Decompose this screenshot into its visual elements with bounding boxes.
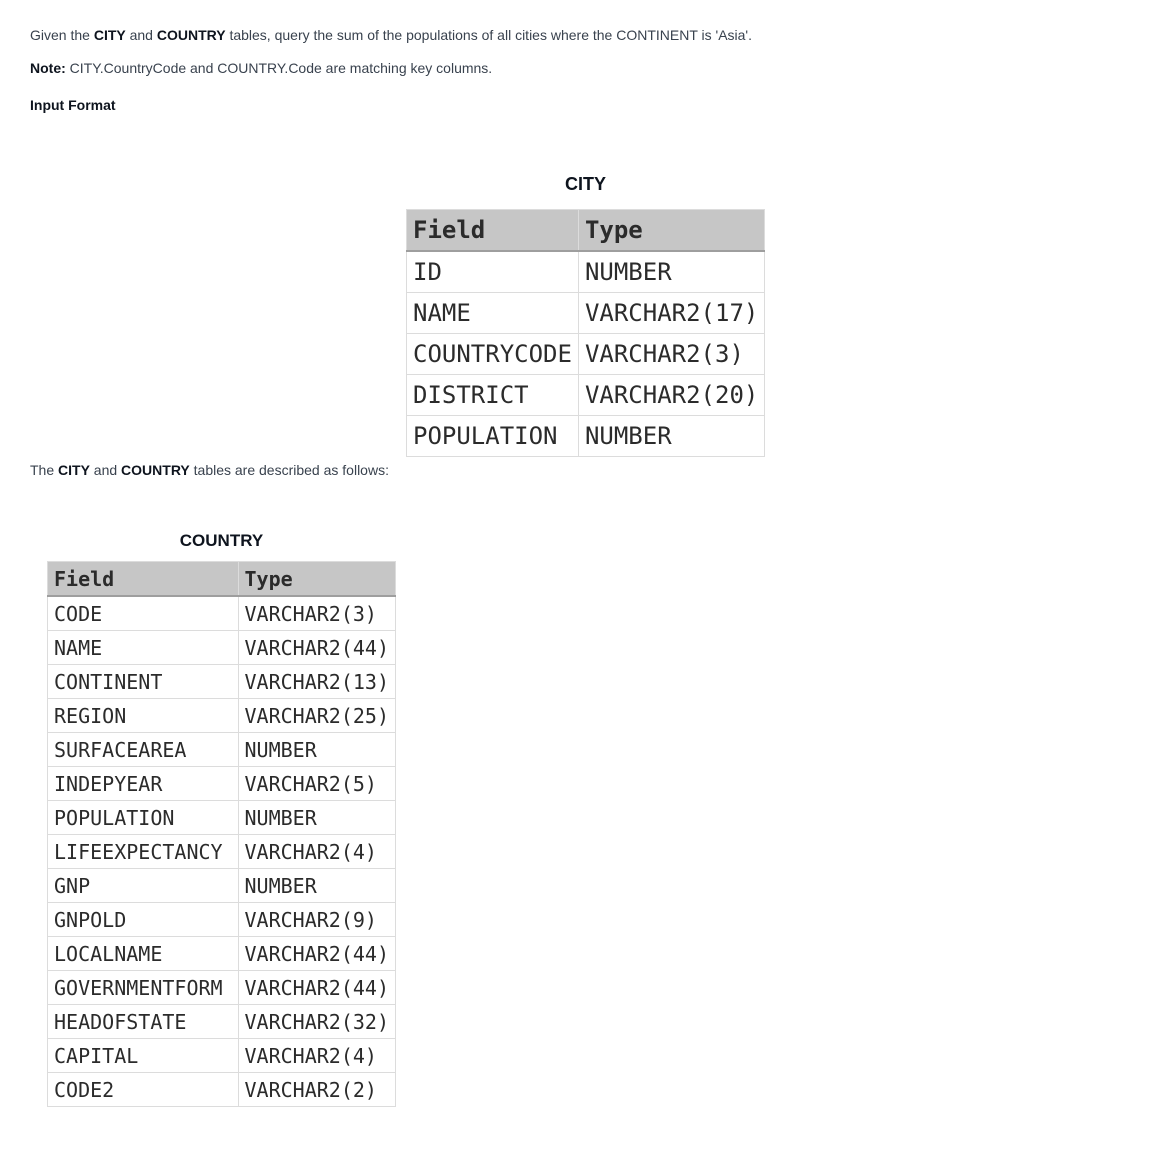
table-row <box>48 1005 396 1039</box>
type-cell: VARCHAR2(2) <box>238 1073 396 1107</box>
table-row <box>48 835 396 869</box>
table-row <box>48 869 396 903</box>
header-field: Field <box>407 210 579 252</box>
field-cell: INDEPYEAR <box>48 767 239 801</box>
type-cell: VARCHAR2(44) <box>238 971 396 1005</box>
table-row <box>48 699 396 733</box>
type-cell: VARCHAR2(3) <box>578 334 764 375</box>
field-cell: NAME <box>48 631 239 665</box>
table-row <box>407 293 765 334</box>
field-cell: ID <box>407 251 579 293</box>
field-cell: CODE2 <box>48 1073 239 1107</box>
type-cell: VARCHAR2(13) <box>238 665 396 699</box>
table-row <box>48 596 396 631</box>
field-cell: REGION <box>48 699 239 733</box>
type-cell: NUMBER <box>238 869 396 903</box>
table-row <box>48 767 396 801</box>
table-row <box>48 733 396 767</box>
header-field: Field <box>48 562 239 597</box>
header-type: Type <box>238 562 396 597</box>
note-label: Note: <box>30 60 66 76</box>
city-table <box>406 209 765 457</box>
type-cell: VARCHAR2(44) <box>238 631 396 665</box>
statement-text: tables, query the sum of the populations of all cities where the CONTINENT is 'Asia'. <box>225 27 752 43</box>
description-text: and <box>89 462 122 478</box>
description-text: The <box>30 462 59 478</box>
table-row <box>407 375 765 416</box>
table-row <box>48 1039 396 1073</box>
table-row <box>48 665 396 699</box>
field-cell: SURFACEAREA <box>48 733 239 767</box>
table-row <box>48 903 396 937</box>
problem-statement <box>30 26 752 44</box>
field-cell: COUNTRYCODE <box>407 334 579 375</box>
country-keyword: COUNTRY <box>156 27 226 43</box>
type-cell: NUMBER <box>578 416 764 457</box>
type-cell: VARCHAR2(25) <box>238 699 396 733</box>
type-cell: NUMBER <box>578 251 764 293</box>
table-row <box>407 416 765 457</box>
table-row <box>48 801 396 835</box>
field-cell: CAPITAL <box>48 1039 239 1073</box>
city-keyword: CITY <box>93 27 126 43</box>
field-cell: GOVERNMENTFORM <box>48 971 239 1005</box>
country-table-caption: COUNTRY <box>179 531 264 550</box>
header-type: Type <box>578 210 764 252</box>
type-cell: VARCHAR2(20) <box>578 375 764 416</box>
table-header-row <box>407 210 765 252</box>
table-row <box>48 1073 396 1107</box>
field-cell: LOCALNAME <box>48 937 239 971</box>
table-row <box>407 251 765 293</box>
field-cell: NAME <box>407 293 579 334</box>
table-row <box>48 971 396 1005</box>
input-format-heading: Input Format <box>30 97 116 113</box>
note <box>30 59 492 77</box>
type-cell: VARCHAR2(4) <box>238 835 396 869</box>
table-row <box>48 937 396 971</box>
description-text: tables are described as follows: <box>189 462 389 478</box>
type-cell: VARCHAR2(5) <box>238 767 396 801</box>
note-text: CITY.CountryCode and COUNTRY.Code are matching key columns. <box>65 60 493 76</box>
table-row <box>48 631 396 665</box>
field-cell: LIFEEXPECTANCY <box>48 835 239 869</box>
field-cell: HEADOFSTATE <box>48 1005 239 1039</box>
country-keyword: COUNTRY <box>121 462 190 478</box>
type-cell: VARCHAR2(4) <box>238 1039 396 1073</box>
type-cell: NUMBER <box>238 801 396 835</box>
type-cell: NUMBER <box>238 733 396 767</box>
type-cell: VARCHAR2(3) <box>238 596 396 631</box>
statement-text: Given the <box>30 27 94 43</box>
field-cell: DISTRICT <box>407 375 579 416</box>
field-cell: POPULATION <box>48 801 239 835</box>
country-table <box>47 561 396 1107</box>
table-row <box>407 334 765 375</box>
statement-text: and <box>125 27 157 43</box>
tables-description <box>30 461 389 479</box>
field-cell: CODE <box>48 596 239 631</box>
field-cell: CONTINENT <box>48 665 239 699</box>
field-cell: POPULATION <box>407 416 579 457</box>
city-table-caption: CITY <box>564 174 606 194</box>
type-cell: VARCHAR2(32) <box>238 1005 396 1039</box>
type-cell: VARCHAR2(44) <box>238 937 396 971</box>
type-cell: VARCHAR2(17) <box>578 293 764 334</box>
city-keyword: CITY <box>58 462 90 478</box>
type-cell: VARCHAR2(9) <box>238 903 396 937</box>
table-header-row <box>48 562 396 597</box>
field-cell: GNP <box>48 869 239 903</box>
field-cell: GNPOLD <box>48 903 239 937</box>
